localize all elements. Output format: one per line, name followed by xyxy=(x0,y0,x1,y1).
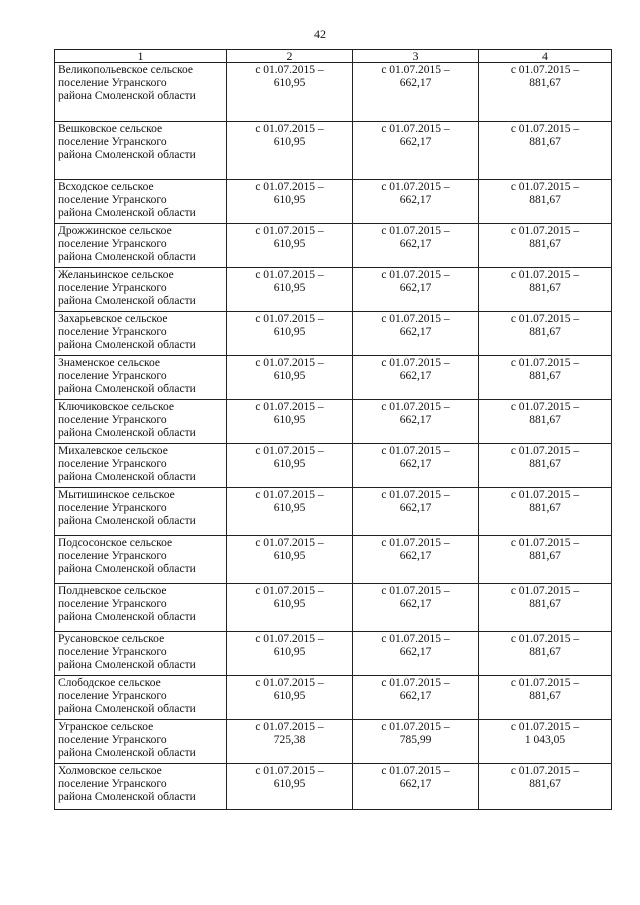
table-row xyxy=(55,312,612,356)
settlement-name-line: Угранское сельское xyxy=(58,721,154,733)
table-row xyxy=(55,122,612,180)
tariff-value-line: 881,67 xyxy=(529,282,561,294)
settlement-name-line: района Смоленской области xyxy=(58,207,196,219)
settlement-name-line: Великопольевское сельское xyxy=(58,64,194,76)
tariff-cell-col4 xyxy=(479,444,612,488)
tariff-value-line: 662,17 xyxy=(399,238,432,250)
table-row xyxy=(55,720,612,764)
tariff-cell-col3 xyxy=(353,632,479,676)
tariff-value-line: 610,95 xyxy=(273,326,306,338)
settlement-name-line: Вешковское сельское xyxy=(58,123,163,135)
settlement-name-cell xyxy=(55,488,227,536)
tariff-cell-col3 xyxy=(353,63,479,122)
tariff-value-line: 662,17 xyxy=(399,136,432,148)
tariff-date-line: с 01.07.2015 – xyxy=(381,357,450,369)
tariff-value-line: 881,67 xyxy=(529,238,561,250)
settlement-name-cell xyxy=(55,400,227,444)
tariff-date-line: с 01.07.2015 – xyxy=(381,123,450,135)
tariff-date-line: с 01.07.2015 – xyxy=(255,677,324,689)
settlement-name-line: района Смоленской области xyxy=(58,90,196,102)
tariff-cell-col4 xyxy=(479,268,612,312)
tariff-date-line: с 01.07.2015 – xyxy=(510,765,580,777)
tariff-date-line: с 01.07.2015 – xyxy=(255,585,324,597)
tariff-value-line: 662,17 xyxy=(399,690,432,702)
tariff-value-line: 881,67 xyxy=(529,598,561,610)
tariff-value-line: 881,67 xyxy=(529,136,561,148)
tariff-date-line: с 01.07.2015 – xyxy=(381,313,450,325)
tariff-cell-col3 xyxy=(353,312,479,356)
tariff-cell-col2 xyxy=(227,488,353,536)
table-row xyxy=(55,180,612,224)
settlement-name-line: района Смоленской области xyxy=(58,563,196,575)
tariff-table xyxy=(54,49,612,810)
settlement-name-line: Дрожжинское сельское xyxy=(58,225,172,237)
tariff-value-line: 610,95 xyxy=(273,238,306,250)
tariff-date-line: с 01.07.2015 – xyxy=(255,537,324,549)
tariff-date-line: с 01.07.2015 – xyxy=(510,721,580,733)
tariff-value-line: 881,67 xyxy=(529,326,561,338)
settlement-name-line: Подсосонское сельское xyxy=(58,537,173,549)
tariff-date-line: с 01.07.2015 – xyxy=(510,537,580,549)
tariff-date-line: с 01.07.2015 – xyxy=(255,269,324,281)
settlement-name-line: района Смоленской области xyxy=(58,149,196,161)
tariff-cell-col3 xyxy=(353,536,479,584)
settlement-name-line: Холмовское сельское xyxy=(58,765,162,777)
settlement-name-line: Русановское сельское xyxy=(58,633,165,645)
tariff-date-line: с 01.07.2015 – xyxy=(510,357,580,369)
tariff-cell-col2 xyxy=(227,122,353,180)
tariff-cell-col3 xyxy=(353,720,479,764)
settlement-name-cell xyxy=(55,180,227,224)
tariff-date-line: с 01.07.2015 – xyxy=(255,225,324,237)
settlement-name-line: района Смоленской области xyxy=(58,515,196,527)
tariff-cell-col2 xyxy=(227,720,353,764)
settlement-name-line: Всходское сельское xyxy=(58,181,154,193)
tariff-value-line: 610,95 xyxy=(273,414,306,426)
tariff-cell-col3 xyxy=(353,676,479,720)
table-row xyxy=(55,63,612,122)
tariff-value-line: 662,17 xyxy=(399,502,432,514)
tariff-value-line: 662,17 xyxy=(399,194,432,206)
tariff-value-line: 881,67 xyxy=(529,502,561,514)
tariff-cell-col2 xyxy=(227,224,353,268)
settlement-name-line: поселение Угранского xyxy=(58,646,167,658)
table-row xyxy=(55,764,612,810)
tariff-date-line: с 01.07.2015 – xyxy=(510,489,580,501)
tariff-cell-col4 xyxy=(479,356,612,400)
settlement-name-line: района Смоленской области xyxy=(58,251,196,263)
tariff-cell-col4 xyxy=(479,63,612,122)
tariff-date-line: с 01.07.2015 – xyxy=(381,445,450,457)
table-row xyxy=(55,444,612,488)
tariff-date-line: с 01.07.2015 – xyxy=(381,765,450,777)
settlement-name-line: района Смоленской области xyxy=(58,747,196,759)
tariff-cell-col4 xyxy=(479,584,612,632)
tariff-value-line: 662,17 xyxy=(399,77,432,89)
tariff-date-line: с 01.07.2015 – xyxy=(255,401,324,413)
tariff-value-line: 662,17 xyxy=(399,598,432,610)
tariff-date-line: с 01.07.2015 – xyxy=(255,721,324,733)
tariff-date-line: с 01.07.2015 – xyxy=(510,677,580,689)
tariff-date-line: с 01.07.2015 – xyxy=(381,181,450,193)
settlement-name-line: Мытишинское сельское xyxy=(58,489,175,501)
settlement-name-line: поселение Угранского xyxy=(58,194,167,206)
tariff-date-line: с 01.07.2015 – xyxy=(510,225,580,237)
tariff-date-line: с 01.07.2015 – xyxy=(381,225,450,237)
tariff-value-line: 610,95 xyxy=(273,136,306,148)
tariff-value-line: 662,17 xyxy=(399,646,432,658)
tariff-cell-col3 xyxy=(353,584,479,632)
tariff-cell-col2 xyxy=(227,444,353,488)
settlement-name-cell xyxy=(55,122,227,180)
table-row xyxy=(55,584,612,632)
tariff-date-line: с 01.07.2015 – xyxy=(381,721,450,733)
settlement-name-line: района Смоленской области xyxy=(58,339,196,351)
tariff-cell-col3 xyxy=(353,764,479,810)
page-number: 42 xyxy=(314,27,326,41)
tariff-cell-col2 xyxy=(227,268,353,312)
tariff-value-line: 881,67 xyxy=(529,370,561,382)
tariff-date-line: с 01.07.2015 – xyxy=(255,633,324,645)
tariff-cell-col4 xyxy=(479,764,612,810)
tariff-value-line: 662,17 xyxy=(399,370,432,382)
settlement-name-cell xyxy=(55,632,227,676)
tariff-cell-col3 xyxy=(353,400,479,444)
settlement-name-line: поселение Угранского xyxy=(58,734,167,746)
tariff-cell-col2 xyxy=(227,536,353,584)
tariff-date-line: с 01.07.2015 – xyxy=(255,181,324,193)
table-row xyxy=(55,632,612,676)
column-header-3: 3 xyxy=(353,50,479,63)
tariff-cell-col4 xyxy=(479,180,612,224)
settlement-name-line: Слободское сельское xyxy=(58,677,161,689)
settlement-name-line: поселение Угранского xyxy=(58,414,167,426)
settlement-name-cell xyxy=(55,536,227,584)
settlement-name-cell xyxy=(55,444,227,488)
tariff-value-line: 662,17 xyxy=(399,458,432,470)
tariff-value-line: 785,99 xyxy=(399,734,432,746)
tariff-date-line: с 01.07.2015 – xyxy=(381,677,450,689)
table-row xyxy=(55,224,612,268)
tariff-date-line: с 01.07.2015 – xyxy=(381,64,450,76)
table-row xyxy=(55,268,612,312)
settlement-name-line: поселение Угранского xyxy=(58,458,167,470)
settlement-name-line: Захарьевское сельское xyxy=(58,313,168,325)
settlement-name-cell xyxy=(55,63,227,122)
column-header-4: 4 xyxy=(479,50,612,63)
tariff-date-line: с 01.07.2015 – xyxy=(255,64,324,76)
settlement-name-line: района Смоленской области xyxy=(58,471,196,483)
tariff-date-line: с 01.07.2015 – xyxy=(510,445,580,457)
tariff-cell-col3 xyxy=(353,488,479,536)
tariff-date-line: с 01.07.2015 – xyxy=(510,181,580,193)
tariff-date-line: с 01.07.2015 – xyxy=(381,269,450,281)
settlement-name-line: поселение Угранского xyxy=(58,282,167,294)
column-header-2: 2 xyxy=(227,50,353,63)
tariff-cell-col4 xyxy=(479,400,612,444)
table-body xyxy=(55,63,612,810)
settlement-name-line: поселение Угранского xyxy=(58,550,167,562)
settlement-name-line: Знаменское сельское xyxy=(58,357,160,369)
settlement-name-line: поселение Угранского xyxy=(58,598,167,610)
tariff-value-line: 881,67 xyxy=(529,646,561,658)
settlement-name-line: поселение Угранского xyxy=(58,238,167,250)
settlement-name-line: района Смоленской области xyxy=(58,611,196,623)
tariff-date-line: с 01.07.2015 – xyxy=(381,537,450,549)
tariff-date-line: с 01.07.2015 – xyxy=(255,357,324,369)
settlement-name-line: поселение Угранского xyxy=(58,690,167,702)
settlement-name-cell xyxy=(55,224,227,268)
tariff-date-line: с 01.07.2015 – xyxy=(381,401,450,413)
settlement-name-line: поселение Угранского xyxy=(58,778,167,790)
column-header-1: 1 xyxy=(55,50,227,63)
tariff-value-line: 610,95 xyxy=(273,282,306,294)
settlement-name-cell xyxy=(55,268,227,312)
settlement-name-cell xyxy=(55,676,227,720)
tariff-cell-col3 xyxy=(353,224,479,268)
settlement-name-line: Ключиковское сельское xyxy=(58,401,175,413)
tariff-value-line: 610,95 xyxy=(273,550,306,562)
tariff-cell-col3 xyxy=(353,122,479,180)
settlement-name-line: Михалевское сельское xyxy=(58,445,168,457)
tariff-date-line: с 01.07.2015 – xyxy=(255,313,324,325)
settlement-name-line: района Смоленской области xyxy=(58,427,196,439)
tariff-value-line: 610,95 xyxy=(273,194,306,206)
tariff-date-line: с 01.07.2015 – xyxy=(255,765,324,777)
table-row xyxy=(55,488,612,536)
settlement-name-line: Полдневское сельское xyxy=(58,585,167,597)
tariff-value-line: 881,67 xyxy=(529,690,561,702)
settlement-name-line: района Смоленской области xyxy=(58,791,196,803)
tariff-cell-col3 xyxy=(353,356,479,400)
tariff-value-line: 881,67 xyxy=(529,458,561,470)
settlement-name-line: поселение Угранского xyxy=(58,326,167,338)
tariff-value-line: 881,67 xyxy=(529,414,561,426)
tariff-value-line: 1 043,05 xyxy=(524,734,566,746)
tariff-cell-col2 xyxy=(227,584,353,632)
tariff-value-line: 610,95 xyxy=(273,646,306,658)
tariff-cell-col4 xyxy=(479,224,612,268)
tariff-cell-col4 xyxy=(479,536,612,584)
tariff-cell-col4 xyxy=(479,676,612,720)
tariff-date-line: с 01.07.2015 – xyxy=(510,123,580,135)
tariff-cell-col2 xyxy=(227,356,353,400)
table-row xyxy=(55,400,612,444)
tariff-cell-col4 xyxy=(479,488,612,536)
settlement-name-cell xyxy=(55,584,227,632)
tariff-value-line: 881,67 xyxy=(529,550,561,562)
tariff-date-line: с 01.07.2015 – xyxy=(381,585,450,597)
tariff-value-line: 610,95 xyxy=(273,502,306,514)
tariff-value-line: 610,95 xyxy=(273,77,306,89)
tariff-value-line: 662,17 xyxy=(399,778,432,790)
tariff-cell-col2 xyxy=(227,400,353,444)
tariff-cell-col3 xyxy=(353,444,479,488)
tariff-cell-col2 xyxy=(227,764,353,810)
settlement-name-line: поселение Угранского xyxy=(58,502,167,514)
settlement-name-line: района Смоленской области xyxy=(58,659,196,671)
tariff-cell-col4 xyxy=(479,720,612,764)
tariff-date-line: с 01.07.2015 – xyxy=(510,585,580,597)
tariff-date-line: с 01.07.2015 – xyxy=(510,401,580,413)
tariff-value-line: 610,95 xyxy=(273,598,306,610)
tariff-value-line: 662,17 xyxy=(399,282,432,294)
settlement-name-cell xyxy=(55,764,227,810)
tariff-date-line: с 01.07.2015 – xyxy=(510,313,580,325)
tariff-cell-col2 xyxy=(227,676,353,720)
tariff-date-line: с 01.07.2015 – xyxy=(255,489,324,501)
tariff-cell-col4 xyxy=(479,632,612,676)
tariff-cell-col4 xyxy=(479,312,612,356)
settlement-name-cell xyxy=(55,356,227,400)
settlement-name-cell xyxy=(55,312,227,356)
tariff-cell-col3 xyxy=(353,268,479,312)
tariff-cell-col2 xyxy=(227,63,353,122)
table-row xyxy=(55,676,612,720)
tariff-value-line: 662,17 xyxy=(399,414,432,426)
tariff-value-line: 881,67 xyxy=(529,194,561,206)
settlement-name-line: Желаньинское сельское xyxy=(58,269,174,281)
settlement-name-line: района Смоленской области xyxy=(58,383,196,395)
settlement-name-line: района Смоленской области xyxy=(58,295,196,307)
tariff-date-line: с 01.07.2015 – xyxy=(381,489,450,501)
tariff-value-line: 610,95 xyxy=(273,778,306,790)
tariff-date-line: с 01.07.2015 – xyxy=(255,445,324,457)
tariff-date-line: с 01.07.2015 – xyxy=(510,64,580,76)
settlement-name-cell xyxy=(55,720,227,764)
tariff-date-line: с 01.07.2015 – xyxy=(510,633,580,645)
tariff-value-line: 610,95 xyxy=(273,370,306,382)
tariff-value-line: 662,17 xyxy=(399,326,432,338)
tariff-cell-col2 xyxy=(227,632,353,676)
tariff-cell-col3 xyxy=(353,180,479,224)
tariff-date-line: с 01.07.2015 – xyxy=(255,123,324,135)
settlement-name-line: поселение Угранского xyxy=(58,77,167,89)
settlement-name-line: поселение Угранского xyxy=(58,370,167,382)
tariff-cell-col2 xyxy=(227,312,353,356)
settlement-name-line: района Смоленской области xyxy=(58,703,196,715)
tariff-value-line: 725,38 xyxy=(273,734,306,746)
table-row xyxy=(55,356,612,400)
tariff-date-line: с 01.07.2015 – xyxy=(381,633,450,645)
table-header-row xyxy=(55,50,612,63)
tariff-value-line: 881,67 xyxy=(529,77,561,89)
tariff-value-line: 881,67 xyxy=(529,778,561,790)
tariff-cell-col4 xyxy=(479,122,612,180)
table-row xyxy=(55,536,612,584)
tariff-value-line: 610,95 xyxy=(273,458,306,470)
tariff-value-line: 610,95 xyxy=(273,690,306,702)
settlement-name-line: поселение Угранского xyxy=(58,136,167,148)
tariff-value-line: 662,17 xyxy=(399,550,432,562)
tariff-cell-col2 xyxy=(227,180,353,224)
tariff-date-line: с 01.07.2015 – xyxy=(510,269,580,281)
